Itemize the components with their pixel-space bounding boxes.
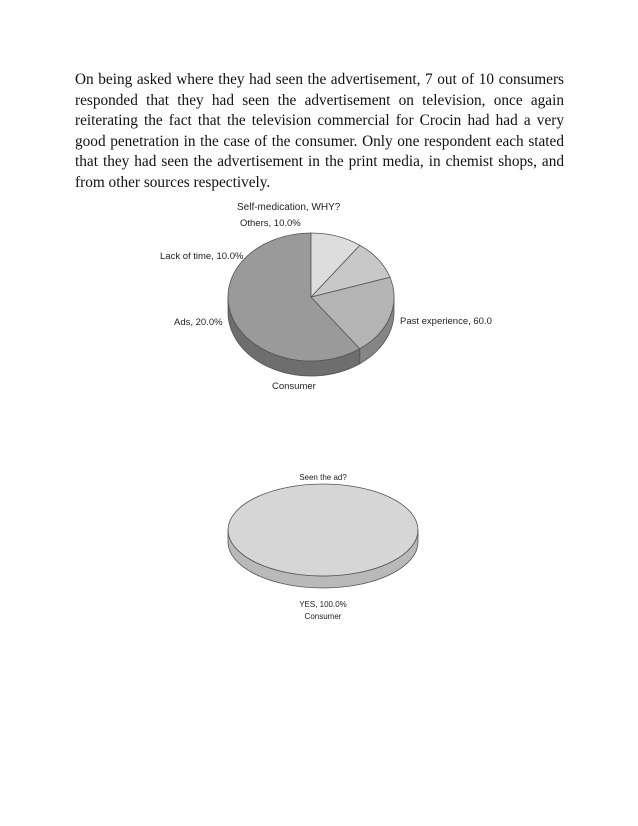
slice-label-others: Others, 10.0% <box>240 218 301 229</box>
pie-chart-self-medication <box>0 195 638 400</box>
chart-title: Self-medication, WHY? <box>237 202 341 213</box>
chart-xlabel: Consumer <box>304 612 342 621</box>
slice-yes <box>228 484 418 576</box>
chart-title: Seen the ad? <box>299 473 347 482</box>
pie-chart-seen-the-ad <box>0 465 638 630</box>
slice-label-lack-of-time: Lack of time, 10.0% <box>160 251 244 262</box>
slice-label-past-experience: Past experience, 60.0 <box>400 316 492 327</box>
slice-label-ads: Ads, 20.0% <box>174 317 223 328</box>
pie-slices <box>228 484 418 576</box>
pie-slices <box>228 233 394 361</box>
slice-label-yes: YES, 100.0% <box>299 600 347 609</box>
chart-xlabel: Consumer <box>272 381 316 392</box>
body-paragraph: On being asked where they had seen the advertisement, 7 out of 10 consumers responded that they had seen the advertisement on television, once again reiterating the fact that the television commercial for Crocin had had a very good penetration in the case of the consumer. Only one respondent each stated that they had seen the advertisement in the print media, in chemist shops, and from other sources respectively. <box>75 71 564 191</box>
